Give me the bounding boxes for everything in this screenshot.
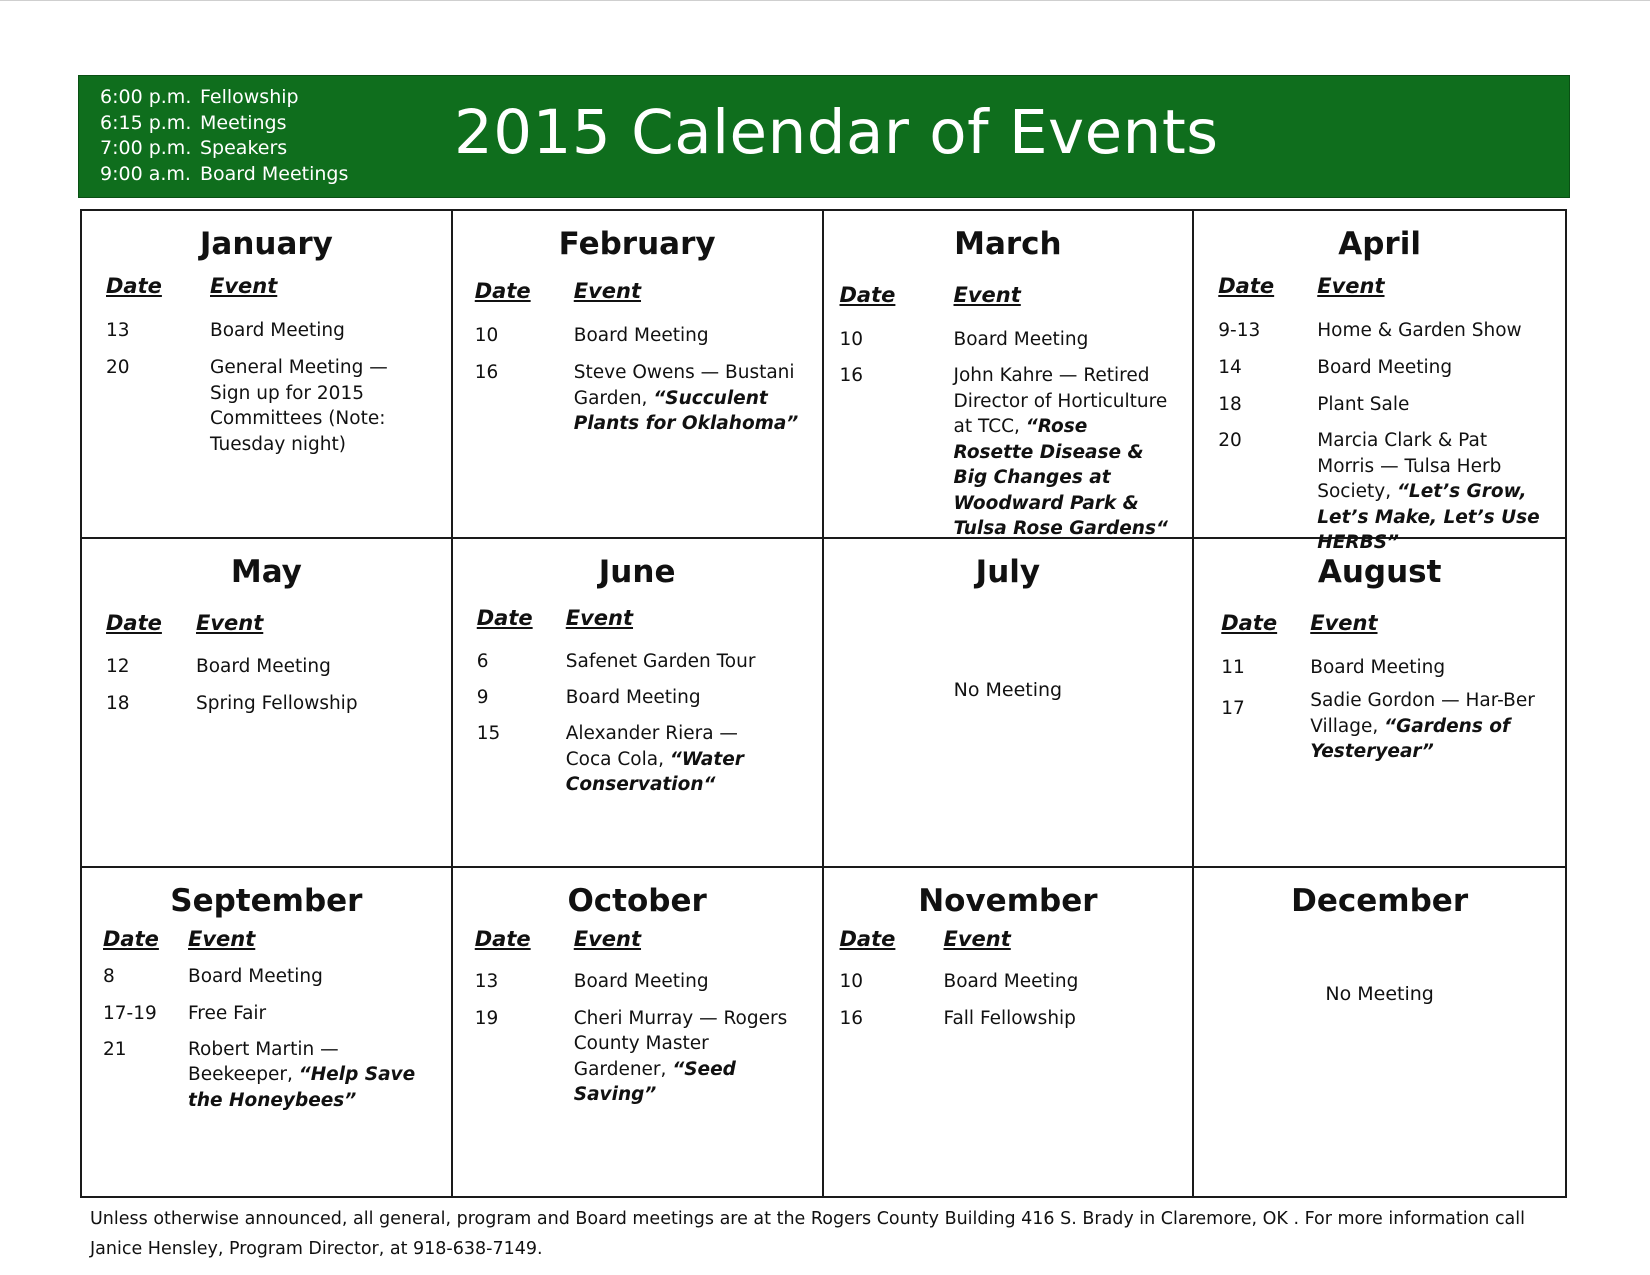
event-date: 17-19	[103, 1002, 157, 1024]
event-date: 16	[474, 362, 499, 383]
schedule-time: 7:00 p.m.	[100, 137, 192, 159]
event-date: 10	[839, 329, 864, 350]
schedule-row	[100, 136, 348, 162]
event-date: 17	[1221, 698, 1245, 720]
schedule-time: 6:15 p.m.	[100, 111, 192, 134]
event-talk-title: “Gardens of Yesteryear”	[1310, 715, 1511, 763]
calendar-grid	[80, 209, 1567, 1198]
event-column-header: Event	[953, 283, 1021, 307]
no-meeting-note: No Meeting	[953, 679, 1063, 702]
event-description: Board Meeting	[565, 687, 701, 709]
event-date: 16	[839, 365, 864, 386]
event-description: Board Meeting	[1317, 357, 1453, 378]
date-column-header: Date	[106, 611, 162, 636]
event-date: 10	[839, 970, 864, 992]
date-column-header: Date	[474, 279, 531, 303]
event-description: Home & Garden Show	[1317, 320, 1522, 341]
event-description: Board Meeting	[573, 970, 709, 992]
month-cell-september	[82, 868, 453, 1196]
event-column-header: Event	[188, 926, 256, 951]
event-speaker: John Kahre — Retired Director of Horticulture at TCC,	[953, 365, 1168, 437]
month-title: October	[567, 882, 707, 919]
event-date: 10	[474, 325, 499, 346]
schedule-label: Meetings	[200, 111, 287, 134]
event-description	[566, 721, 751, 798]
event-speaker: Cheri Murray — Rogers County Master Gardener,	[573, 1007, 788, 1080]
date-column-header: Date	[839, 926, 896, 951]
event-date: 8	[103, 965, 115, 987]
month-title: September	[170, 882, 363, 919]
event-speaker: Steve Owens — Bustani Garden,	[573, 362, 795, 409]
month-title: June	[598, 554, 676, 591]
event-description: Safenet Garden Tour	[565, 651, 756, 673]
event-column-header: Event	[210, 274, 278, 298]
month-title: March	[954, 226, 1062, 262]
event-description: Board Meeting	[188, 965, 323, 987]
month-title: February	[558, 226, 716, 262]
event-description: Board Meeting	[210, 320, 345, 341]
schedule-time: 6:00 p.m.	[100, 86, 192, 108]
event-description: Board Meeting	[943, 970, 1079, 992]
month-cell-june	[453, 539, 824, 867]
month-cell-april	[1194, 211, 1565, 553]
header-banner	[78, 75, 1570, 198]
page-title: 2015 Calendar of Events	[454, 97, 1219, 168]
event-description: Spring Fellowship	[196, 693, 358, 715]
event-column-header: Event	[573, 279, 642, 303]
date-column-header: Date	[1221, 611, 1278, 636]
event-date: 14	[1218, 357, 1242, 378]
event-date: 13	[106, 320, 130, 341]
event-date: 11	[1221, 657, 1245, 679]
month-title: May	[230, 554, 302, 591]
event-speaker: Alexander Riera — Coca Cola,	[565, 723, 738, 770]
month-title: December	[1291, 882, 1469, 919]
month-cell-july	[824, 539, 1195, 867]
month-cell-january	[82, 211, 453, 539]
event-talk-title: “Rose Rosette Disease & Big Changes at Woodward Park & Tulsa Rose Gardens“	[953, 416, 1168, 539]
date-column-header: Date	[103, 926, 159, 951]
month-title: November	[918, 882, 1098, 919]
month-cell-november	[824, 868, 1195, 1196]
event-column-header: Event	[943, 926, 1011, 951]
event-description	[574, 360, 799, 437]
event-date: 13	[474, 970, 499, 992]
event-description	[1317, 428, 1545, 556]
month-title: April	[1338, 226, 1421, 262]
event-column-header: Event	[196, 611, 264, 636]
month-cell-march	[824, 211, 1195, 539]
event-date: 9	[476, 687, 489, 709]
top-rule	[0, 0, 1650, 1]
event-description: Board Meeting	[1310, 657, 1446, 679]
event-speaker: Robert Martin — Beekeeper,	[188, 1038, 339, 1086]
event-date: 18	[1218, 394, 1242, 415]
month-cell-may	[82, 539, 453, 867]
meeting-schedule	[100, 85, 348, 187]
event-column-header: Event	[1310, 611, 1378, 636]
date-column-header: Date	[474, 926, 531, 951]
month-title: January	[199, 226, 333, 262]
event-date: 16	[839, 1007, 864, 1029]
month-cell-december	[1194, 868, 1565, 1196]
event-date: 19	[474, 1007, 499, 1029]
schedule-row	[100, 85, 348, 111]
schedule-label: Speakers	[200, 137, 288, 159]
event-description: Board Meeting	[953, 329, 1089, 350]
event-column-header: Event	[565, 606, 634, 631]
schedule-time: 9:00 a.m.	[100, 162, 191, 185]
event-description: Fall Fellowship	[943, 1007, 1076, 1029]
event-talk-title: “Water Conservation“	[565, 748, 744, 796]
month-cell-october	[453, 868, 824, 1196]
schedule-label: Board Meetings	[200, 162, 349, 185]
event-description: Board Meeting	[196, 656, 331, 678]
event-date: 9-13	[1218, 320, 1261, 341]
event-speaker: Marcia Clark & Pat Morris — Tulsa Herb Society,	[1317, 430, 1502, 502]
event-description	[188, 1037, 430, 1114]
event-description: Plant Sale	[1317, 394, 1410, 415]
date-column-header: Date	[476, 606, 533, 631]
month-title: July	[975, 554, 1041, 591]
date-column-header: Date	[839, 283, 896, 307]
month-cell-august	[1194, 539, 1565, 867]
event-date: 15	[476, 723, 501, 745]
month-cell-february	[453, 211, 824, 539]
event-date: 20	[106, 357, 130, 378]
event-description: General Meeting — Sign up for 2015 Committees (Note: Tuesday night)	[210, 357, 388, 455]
event-talk-title: “Seed Saving”	[573, 1058, 736, 1106]
event-column-header: Event	[1317, 274, 1385, 298]
event-description	[1310, 688, 1540, 765]
event-description	[574, 1006, 806, 1108]
event-date: 21	[103, 1038, 127, 1060]
event-speaker: Sadie Gordon — Har-Ber Village,	[1310, 690, 1535, 737]
schedule-row	[100, 162, 348, 188]
event-column-header: Event	[573, 926, 642, 951]
event-date: 18	[106, 693, 130, 715]
footer-note: Unless otherwise announced, all general, program and Board meetings are at the Rogers County Building 416 S. Brady in Claremore, OK . For more information call Janice Hensley, Program Director, at 918-638-7149.	[90, 1209, 1526, 1259]
event-talk-title: “Let’s Grow, Let’s Make, Let’s Use HERBS”	[1317, 481, 1540, 553]
event-date: 20	[1218, 430, 1242, 451]
event-description	[954, 363, 1169, 542]
month-title: August	[1317, 554, 1442, 591]
event-description: Free Fair	[188, 1002, 267, 1024]
schedule-label: Fellowship	[200, 86, 299, 108]
event-date: 6	[476, 651, 489, 673]
event-talk-title: “Help Save the Honeybees”	[188, 1064, 416, 1111]
schedule-row	[100, 111, 348, 137]
date-column-header: Date	[1218, 274, 1275, 298]
no-meeting-note: No Meeting	[1325, 982, 1434, 1005]
event-description: Board Meeting	[573, 325, 709, 346]
event-date: 12	[106, 656, 130, 678]
event-talk-title: “Succulent Plants for Oklahoma”	[573, 387, 799, 434]
date-column-header: Date	[106, 274, 162, 298]
